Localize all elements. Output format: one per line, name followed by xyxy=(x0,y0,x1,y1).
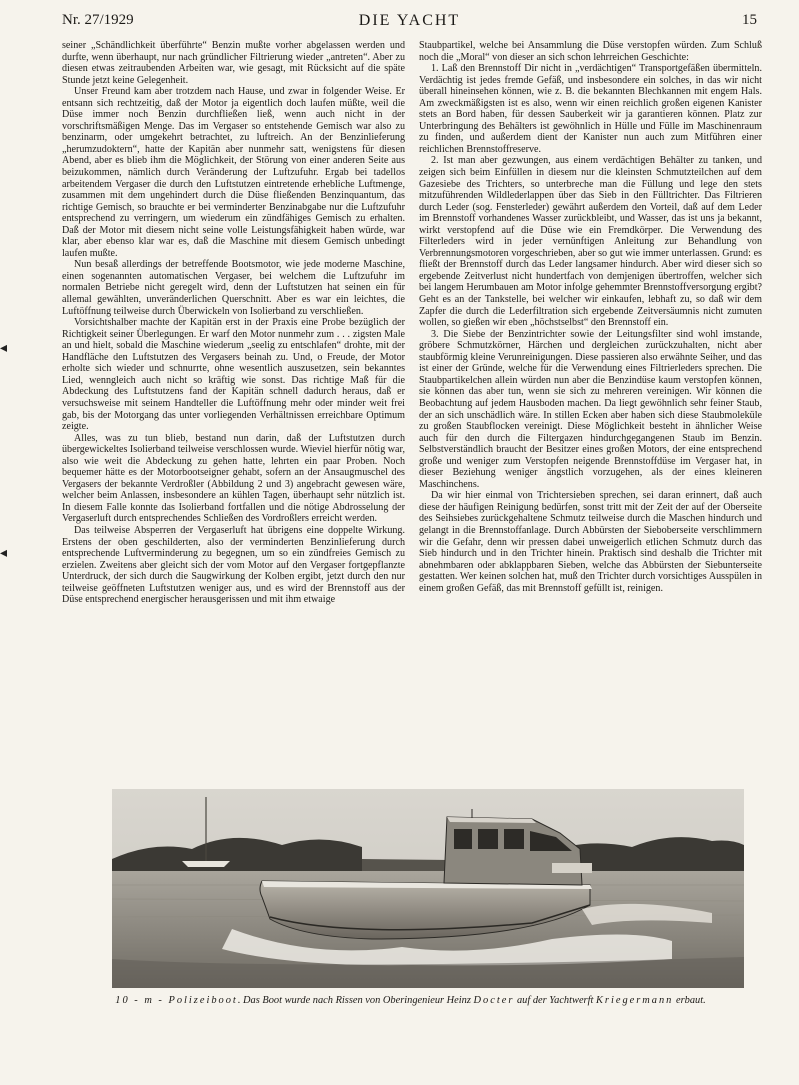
right-column-paragraph: Da wir hier einmal von Trichtersieben sprechen, sei daran erinnert, daß auch diese der häufigen Reinigung bedürfen, sonst tritt mit der Zeit der auf der Oberseite des Seihsiebes zurückgehaltene Schmutz teilweise durch die Maschen hindurch und gelangt in die Brennstoffanlage. Durch Abbürsten der Sieboberseite verschlimmern wir die Gefahr, denn wir pressen dabei unweigerlich etlichen Schmutz durch das Sieb hindurch und in den Trichter hinein. Praktisch sind deshalb die Trichter mit abnehmbaren oder abklappbaren Sieben, welche das Abbürsten der Siebunterseite gestatten. Wer keinen solchen hat, muß den Trichter durch vorsichtiges Ausspülen in einem großen Gefäß, das mit Brennstoff gefüllt ist, reinigen. xyxy=(419,490,762,594)
magazine-title: DIE YACHT xyxy=(358,12,461,29)
right-column-paragraph: 1. Laß den Brennstoff Dir nicht in „verdächtigen“ Transportgefäßen übermitteln. Verdächtig ist jedes fremde Gefäß, und insbesondere ein solches, in das wir nicht überall hineinsehen können, wie z. B. die bekannten Blechkannen mit engem Hals. Am zweckmäßigsten ist es also, wenn wir einen reichlich großen eigenen Kanister stets an Bord haben, für dessen Sauberkeit wir ja garantieren können. Platz zur Unterbringung des Behälters ist gewöhnlich in Hülle und Fülle im Maschinenraum zu finden, und außerdem dient der Kanister nun auch zum Mitführen einer reichlichen Brennstoffreserve. xyxy=(419,63,762,155)
caption-engineer: Docter xyxy=(473,995,515,1006)
article-columns xyxy=(62,40,762,784)
left-column-paragraph: Alles, was zu tun blieb, bestand nun darin, daß der Luftstutzen durch übergewickeltes Isolierband teilweise verschlossen wurde. Wieviel hierfür nötig war, also wie weit die Abdeckung zu gehen hatte, lehrten ein paar Proben. Noch bequemer hätte es der Motorbootseigner gehabt, sofern an der Ansaugmuschel des Vergasers der bekannte Verdroßler (Abbildung 2 und 3) angebracht gewesen wäre, welcher beim Anlassen, insbesondere an kühlen Tagen, überhaupt sehr nützlich ist. In diesem Falle konnte das Isolierband fortfallen und die nötige Abdrosselung der Vergaserluft durch entsprechendes Schließen des Vordroßlers erreicht werden. xyxy=(62,432,405,525)
page-number: 15 xyxy=(742,12,757,28)
left-column xyxy=(62,40,405,784)
margin-mark-icon: ◂ xyxy=(0,340,8,356)
left-column-paragraph: Nun besaß allerdings der betreffende Bootsmotor, wie jede moderne Maschine, einen sogenannten automatischen Vergaser, bei welchem die Luftzufuhr im normalen Betriebe nicht geregelt wird, denn der Luftstutzen hat seinen ein für allemal gewählten, unveränderlichen Querschnitt. Aber es war ein leichtes, die Luftöffnung teilweise durch Überwickeln von Isolierband zu verschließen. xyxy=(62,259,405,317)
margin-mark-icon: ◂ xyxy=(0,545,8,561)
caption-tail: erbaut. xyxy=(673,995,706,1006)
left-column-paragraph: Unser Freund kam aber trotzdem nach Hause, und zwar in folgender Weise. Er entsann sich rechtzeitig, daß der Motor ja eigentlich doch laufen müßte, weil die Düse immer noch Benzin durchfließen ließ, wenn auch nicht in der vorschriftsmäßigen Menge. Das im Vergaser so entstehende Gemisch war also zu benzinarm, oder umgekehrt betrachtet, zu luftreich. An der Benzinlieferung „herumzudoktern“, hatte der Kapitän aber nunmehr satt, wenigstens für diesen Abend, aber es blieb ihm die Möglichkeit, der Störung von einer anderen Seite aus beizukommen, nämlich durch Veränderung der Luftzufuhr. Ergab bei tadellos arbeitendem Vergaser die durch den Luftstutzen eintretende erhebliche Luftmenge, zusammen mit dem ungehindert durch die Düse fließenden Benzinquantum, das richtige Gemisch, so brauchte er bei verminderter Benzinabgabe nur die Luftzufuhr entsprechend zu verringern, um wiederum ein zündfähiges Gemisch zu erhalten. Daß der Motor mit diesem nicht seine volle Leistungsfähigkeit haben würde, war klar, aber ebenso klar war es, daß die Maschine mit diesem Gemisch unbedingt laufen mußte. xyxy=(62,86,405,259)
police-boat-photo xyxy=(112,789,744,988)
boat-photo-illustration xyxy=(112,789,744,988)
caption-text-2: auf der Yachtwerft xyxy=(514,995,596,1006)
right-column-paragraph: Staubpartikel, welche bei Ansammlung die Düse verstopfen würden. Zum Schluß noch die „Moral“ von dieser an sich schon lehrreichen Geschichte: xyxy=(419,40,762,63)
left-column-paragraph: Vorsichtshalber machte der Kapitän erst in der Praxis eine Probe bezüglich der Richtigkeit seiner Überlegungen. Er warf den Motor nunmehr zum . . . zigsten Male an und hielt, sobald die Maschine wiederum „seelig zu entschlafen“ drohte, mit der Handfläche den Luftstutzen des Vergasers beinah zu. Und, o Freude, der Motor erholte sich wieder und schnurrte, ohne wesentlich auszusetzen, sein bekanntes Lied, wenngleich auch nicht so kräftig wie sonst. Das richtige Maß für die Abdeckung des Luftstutzens fand der Kapitän schnell dadurch heraus, daß er versuchsweise mit seinem Handteller die Luftöffnung mehr oder minder weit frei gab, bis der Motorgang das unter vorliegenden Verhältnissen erreichbare Optimum zeigte. xyxy=(62,317,405,433)
right-column-paragraph: 3. Die Siebe der Benzintrichter sowie der Leitungsfilter sind wohl imstande, gröbere Schmutzkörner, Härchen und dergleichen zurückzuhalten, nicht aber staubförmig kleine Verunreinigungen. Diese passieren also erwähnte Seiher, und das ist einer der Gründe, welche für die Verwendung eines Filtrierleders sprechen. Die Staubpartikelchen allein würden nun aber die Benzindüse kaum verstopfen können, sie können das aber tun, wenn sie sich zu mehreren vereinigen. Wir können die Beobachtung auf jedem Hausboden machen. Da liegt gewöhnlich sehr feiner Staub, der an sich unschädlich wäre. In stillen Ecken aber haben sich diese Staubmoleküle zu großen Staubflocken vereinigt. Diese Möglichkeit besteht in ähnlicher Weise auch für den durch die Filtergazen hindurchgegangenen Staub im Benzin. Selbstverständlich braucht der Besitzer eines großen Motors, der eine entsprechend große und weniger zum Verstopfen neigende Brennstoffdüse im Vergaser hat, in dieser Beziehung weniger ängstlich vorzugehen, als der eines kleineren Maschinchens. xyxy=(419,328,762,490)
caption-text: . Das Boot wurde nach Rissen von Oberingenieur Heinz xyxy=(237,995,474,1006)
page-header xyxy=(62,12,757,40)
right-column xyxy=(419,40,762,784)
left-column-paragraph: seiner „Schändlichkeit überführte“ Benzin mußte vorher abgelassen werden und durfte, wenn überhaupt, nur nach gründlicher Filtrierung wieder „antreten“. Aber zu diesen etwas zeitraubenden Arbeiten war, wie gesagt, mit Rücksicht auf die späte Stunde jetzt keine Gelegenheit. xyxy=(62,40,405,86)
right-column-paragraph: 2. Ist man aber gezwungen, aus einem verdächtigen Behälter zu tanken, und zeigen sich beim Einfüllen in diesem nur die kleinsten Schmutzteilchen auf dem Gazesiebe des Trichters, so unterbreche man die Füllung und lege den stets mitzuführenden Wildlederlappen über das Sieb in den Fülltrichter. Das Filtrieren durch Leder (sog. Fensterleder) gewährt außerdem den Vorteil, daß auf dem Leder im Brennstoff vorhandenes Wasser zurückbleibt, und Wasser, das ist uns ja bekannt, wirkt verstopfend auf die Düse wie ein Fremdkörper. Die Verwendung des Filterleders wird in jeder vernünftigen Anleitung zur Behandlung von Verbrennungsmotoren vorgeschrieben, aber so gut wie immer unterlassen. Grund: es fließt der Brennstoff durch das Leder langsamer hindurch. Aber wird dieser sich so ergebende Zeitverlust nicht hundertfach von demjenigen übertroffen, welcher sich bei langem Herumbauen am Motor infolge gehemmter Brennstoffversorgung ergibt? Geht es an der Tankstelle, bei welcher wir einkaufen, lebhaft zu, so daß wir dem Zapfer die durch die Lederfiltration sich ergebende Zeitversäumnis nicht zumuten wollen, so gießen wir eben „höchstselbst“ den Brennstoff ein. xyxy=(419,155,762,329)
left-column-paragraph: Das teilweise Absperren der Vergaserluft hat übrigens eine doppelte Wirkung. Erstens der oben geschilderten, also der verminderten Benzinlieferung durch entsprechende Luftverminderung zu begegnen, um so ein zündfreies Gemisch zu erzielen. Zweitens aber gleicht sich der vom Motor auf den Vergaser fortgepflanzte Unterdruck, der sich durch die Saugwirkung der Kolben ergibt, jetzt durch den nur teilweise geöffneten Luftstutzen weniger aus, und es wird der Brennstoff aus der Düse entsprechend energischer herausgerissen und mit ihm etwaige xyxy=(62,524,405,606)
caption-boat-type: 10 - m - Polizeiboot xyxy=(115,995,238,1006)
caption-yard: Kriegermann xyxy=(595,995,674,1006)
photo-caption xyxy=(62,995,759,1007)
issue-number: Nr. 27/1929 xyxy=(62,12,134,28)
